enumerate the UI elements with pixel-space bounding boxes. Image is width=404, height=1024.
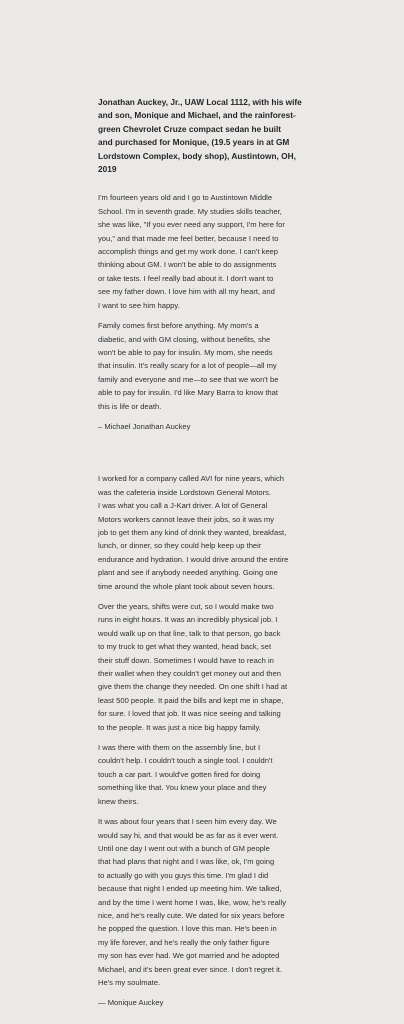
- michael-statement: [98, 191, 316, 433]
- statement-signature: – Michael Jonathan Auckey: [98, 421, 191, 431]
- monique-statement: [98, 472, 316, 1009]
- statement-paragraph: I worked for a company called AVI for nine years, which was the cafeteria inside Lordstown General Motors. I was what you call a J-Kart driver. A lot of General Motors workers cannot leave their jobs, so it was my job to get them any kind of drink they wanted, breakfast, lunch, or dinner, so they could help keep up their endurance and hydration. I would drive around the entire plant and see if anybody needed anything. Going one time around the whole plant took about seven hours.: [98, 474, 289, 591]
- photo-caption: Jonathan Auckey, Jr., UAW Local 1112, with his wife and son, Monique and Michael, and the rainforest- green Chevrolet Cruze compact sedan he built and purchased for Monique, (19.5 years in at GM Lordstown Complex, body shop), Austintown, OH, 2019: [98, 97, 302, 175]
- statement-paragraph: Over the years, shifts were cut, so I would make two runs in eight hours. It was an incredibly physical job. I would walk up on that line, talk to that person, go back to my truck to get what they wanted, head back, set their stuff down. Sometimes I would have to reach in their wallet when they couldn't get money out and then give them the change they needed. On one shift I had at least 500 people. It paid the bills and kept me in shape, for sure. I loved that job. It was nice seeing and talking to the people. It was just a nice big happy family.: [98, 602, 288, 732]
- statement-paragraph: I'm fourteen years old and I go to Austintown Middle School. I'm in seventh grade. My studies skills teacher, she was like, "If you ever need any support, I'm here for you," and that made me feel better, because I need to accomplish things and get my work done. I can't keep thinking about GM. I won't be able to do assignments or take tests. I feel really bad about it. I don't want to see my father down. I love him with all my heart, and I want to see him happy.: [98, 193, 285, 310]
- statement-paragraph: Family comes first before anything. My mom's a diabetic, and with GM closing, without benefits, she won't be able to pay for insulin. My mom, she needs that insulin. It's really scary for a lot of people—all my family and everyone and me—to see that we won't be able to pay for insulin. I'd like Mary Barra to know that this is life or death.: [98, 321, 279, 411]
- statement-paragraph: I was there with them on the assembly line, but I couldn't help. I couldn't touch a single tool. I couldn't touch a car part. I would've gotten fired for doing something like that. You knew your place and they knew theirs.: [98, 743, 273, 806]
- statement-paragraph: It was about four years that I seen him every day. We would say hi, and that would be as far as it ever went. Until one day I went out with a bunch of GM people that had plans that night and I was like, ok, I'm going to actually go with you guys this time. I'm glad I did because that night I ended up meeting him. We talked, and by the time I went home I was, like, wow, he's really nice, and he's really cute. We dated for six years before he popped the question. I love this man. He's been in my life forever, and he's really the only father figure my son has ever had. We got married and he adopted Michael, and it's been great ever since. I don't regret it. He's my soulmate.: [98, 817, 287, 987]
- section-gap: [98, 433, 316, 472]
- text-column: [98, 96, 316, 1010]
- statement-signature: — Monique Auckey: [98, 998, 164, 1008]
